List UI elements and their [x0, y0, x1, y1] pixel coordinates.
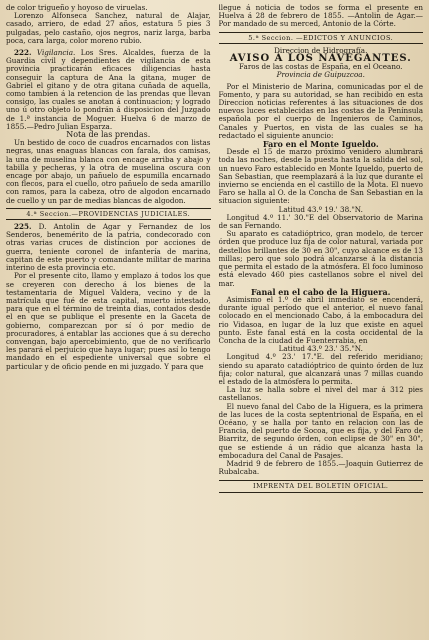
- faro-longitude: Longitud 4.º 11.' 30."E del Observatorio de Marina de san Fernando.: [218, 212, 423, 231]
- fanal-text: Asimismo el 1.º de abril inmediato se encenderá, durante igual período que el anterior, el nuevo fanal colocado en el mencionado Cabo, á la embocadura del rio Vidasoa, en lugar de la luz que existe en aquel punto. Este fanal está en la costa occidental de la Concha de la ciudad de Fuenterrabia, en: [218, 294, 423, 345]
- intro-text: de color trigueño y hoyoso de viruelas.: [6, 4, 148, 12]
- faros-subheading: Faros de las costas de España, en el Oceano.: [239, 62, 403, 72]
- item-222-text: Los Sres. Alcaldes, fuerza de la Guardia civil y dependientes de vigilancia de esta provincia practicarán eficaces diligencias hasta conseguir la captura de Ana la gitana, muger de Gabriel el gitano y de otra gitana cuñada de aquella, como tambien á la retencion de las prendas que llevan consigo, las cuales se anotan á continuacion; y logrado uno ú otro objeto lo pondrán á disposicion del Juzgado de 1.ª instancia de Moguer. Huelva 6 de marzo de 1855.—Pedro Julian Esparza.: [6, 48, 211, 131]
- right-column: [219, 4, 424, 636]
- item-225: [6, 223, 211, 272]
- fanal-heading: Fanal en el cabo de la Higuera.: [251, 286, 391, 297]
- section-judicial: 4.ª Seccion.—PROVIDENCIAS JUDICIALES.: [6, 208, 211, 220]
- person-description: Lorenzo Alfonseca Sanchez, natural de Alajar, casado, arriero, de edad 27 años, estatura 5 pies 3 pulgadas, pelo castaño, ojos negros, nariz larga, barba poca, cara larga, color moreno rubio.: [6, 11, 211, 45]
- item-222-number: 222.: [14, 48, 32, 58]
- fanal-longitude: Longitud 4.º 23.' 17."E. del referido meridiano; siendo su aparato catadióptrico de quinto órden de luz fija; color natural, que alcanzará unas 7 millas cuando el estado de la atmósfera lo permita.: [218, 352, 423, 386]
- prendas-text: Un bestido de coco de cuadros encarnados con listas negras, unas enaguas blancas con farala, dos camisas, la una de muselina blanca con encage arriba y abajo y tabilla y pecheras, y la otra de muselina oscura con encage por abajo, un pañuelo de espumilla encarnado con flecos, para el cuello, otro pañuelo de seda amarillo con ramos, para la cabeza, otro de algodon encarnado de cuello y un par de medias blancas de algodon.: [6, 138, 211, 205]
- printer-footer: IMPRENTA DEL BOLETIN OFICIAL.: [219, 480, 424, 492]
- prendas-heading: Nota de las prendas.: [66, 130, 151, 140]
- item-222-title: Vigilancia.: [36, 48, 76, 58]
- fanal-relation-text: El nuevo fanal del Cabo de la Higuera, es la primera de las luces de la costa septentrional de España, en el Océano, y se halla por tanto en relacion con las de Francia, del puerto de Socoa, que es fija, y del Faro de Biarritz, de segundo órden, con eclipse de 30" en 30", que se estiende á un rádio que alcanza hasta la embocadura del Canal de Pasajes.: [218, 401, 423, 460]
- item-225-text: D. Antolin de Agar y Fernandez de los Senderos, benemérito de la patria, condecorado con otras varias cruces de distincion por acciones de guerra, teniente coronel de infantería de marina, capitan de este puerto y comandante militar de marina interino de esta provincia etc.: [6, 222, 211, 273]
- ministerio-text: Por el Ministerio de Marina, comunicadas por el de Fomento, y para su autoridad, se han recibido en esta Direccion noticias referentes á las situaciones de dos nuevos luces establecidas en las costas de la Península española por el cuerpo de Ingenieros de Caminos, Canales y Puertos, en vista de las cuales se ha redactado el siguiente anuncio:: [218, 81, 423, 140]
- direccion-heading: Direccion de Hidrografía.: [274, 45, 368, 55]
- faro-heading: Faro en el Monte Igueldo.: [262, 139, 379, 150]
- item-225-body: Por el presente cito, llamo y emplazo á todos los que se creyeren con derecho á los bienes de la testamentaria de Miguel Valdera, vecino y de la matrícula que fué de esta capital, muerto intestado, para que en el término de treinta dias, contados desde el en que se publique el presente en la Gaceta de gobierno, comparezcan por sí ó por medio de procuradores, á entablar las acciones que á su derecho convengan, bajo apercebimiento, que de no verificarlo les parará el perjuicio que haya lugar; pues así lo tengo mandado en el espediente universal que sobre el particular y de oficio pende en mi juzgado. Y para que: [6, 271, 211, 371]
- item-222: [6, 49, 211, 131]
- section-edictos: 5.ª Seccion. —EDICTOS Y ANUNCIOS.: [219, 32, 424, 44]
- item-225-number: 225.: [14, 222, 32, 232]
- columns: [6, 4, 423, 636]
- fanal-latitude: Latitud 43.º 23.' 35."N.: [278, 344, 363, 354]
- faro-aparato-text: Su aparato es catadióptrico, gran modelo, de tercer órden que produce luz fija de color natural, variada por destellos brillantes de 30 en 30", cuyo alcance es de 13 millas; pero que solo podrá alcanzarse á la distancia que permita el estado de la atmósfera. El foco luminoso está elevado 460 pies castellanos sobre el nivel del mar.: [218, 229, 423, 288]
- continuation-text: llegue á noticia de todos se forma el presente en Huelva á 28 de febrero de 1855. —Antolin de Agar.—Por mandado de su merced, Antonio de la Córte.: [218, 4, 423, 29]
- aviso-heading: AVISO Á LOS NAVEGANTES.: [229, 53, 412, 65]
- provincia-subheading: Provincia de Guipuzcoa.: [276, 70, 365, 80]
- signature-text: Madrid 9 de febrero de 1855.—Joaquin Gutierrez de Rubalcaba.: [218, 458, 423, 477]
- faro-text: Desde el 15 de marzo próximo venidero alumbrará toda las noches, desde la puesta hasta la salida del sol, un nuevo Faro establecido en Monte Igueldo, puerto de San Sebastian, que reemplazará á la luz que durante el invierno se encienda en el castillo de la Mota. El nuevo Faro se halla al O. de la Concha de San Sebastian en la situacion siguiente:: [218, 147, 423, 206]
- fanal-height-text: La luz se halla sobre el nivel del mar á 312 pies castellanos.: [218, 385, 423, 403]
- faro-latitude: Latitud 43.º 19.' 38."N.: [278, 204, 363, 214]
- left-column: [6, 4, 211, 636]
